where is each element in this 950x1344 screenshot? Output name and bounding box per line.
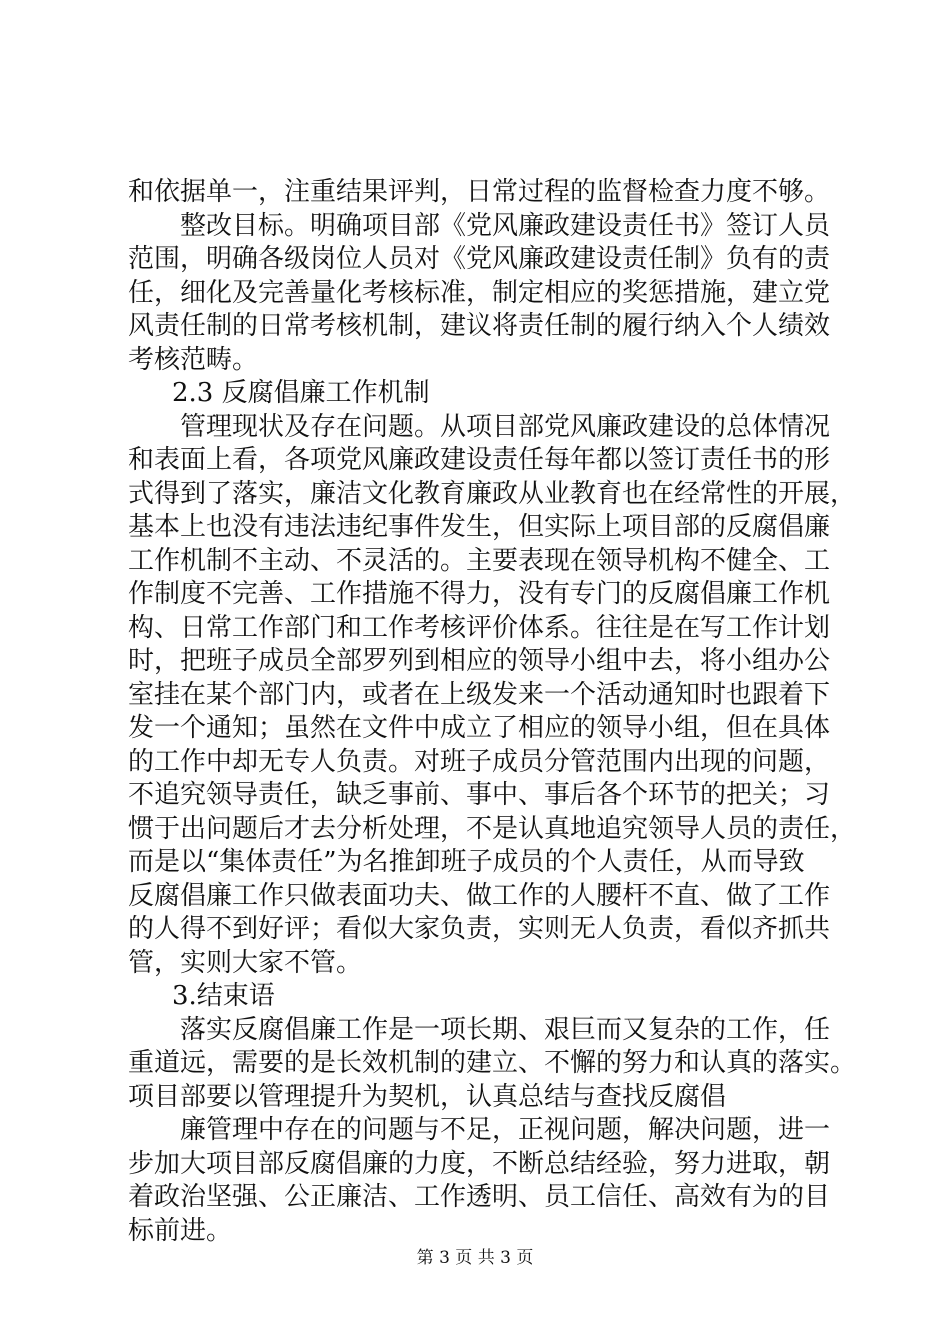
text-line: 发一个通知；虽然在文件中成立了相应的领导小组，但在具体 [128,713,831,743]
text-line: 工作机制不主动、不灵活的。主要表现在领导机构不健全、工 [128,545,831,576]
text-line: 整改目标。明确项目部《党风廉政建设责任书》签订人员 [180,210,831,241]
text-line: 反腐倡廉工作只做表面功夫、做工作的人腰杆不直、做了工作 [128,880,831,911]
text-line: 任，细化及完善量化考核标准，制定相应的奖惩措施，建立党 [128,277,831,308]
text-line: 范围，明确各级岗位人员对《党风廉政建设责任制》负有的责 [128,244,831,274]
text-line: 2.3 反腐倡廉工作机制 [172,378,430,408]
text-line: 基本上也没有违法违纪事件发生，但实际上项目部的反腐倡廉 [128,512,831,542]
text-line: 的工作中却无专人负责。对班子成员分管范围内出现的问题， [128,746,831,777]
text-line: 不追究领导责任，缺乏事前、事中、事后各个环节的把关；习 [128,780,831,810]
text-line: 步加大项目部反腐倡廉的力度，不断总结经验，努力进取，朝 [128,1148,831,1179]
text-line: 管理现状及存在问题。从项目部党风廉政建设的总体情况 [180,411,831,442]
text-line: 廉管理中存在的问题与不足，正视问题，解决问题，进一 [180,1115,831,1145]
text-line: 和表面上看，各项党风廉政建设责任每年都以签订责任书的形 [128,445,831,475]
text-line: 式得到了落实，廉洁文化教育廉政从业教育也在经常性的开展， [128,478,857,509]
text-line: 的人得不到好评；看似大家负责，实则无人负责，看似齐抓共 [128,914,831,944]
text-line: 室挂在某个部门内，或者在上级发来一个活动通知时也跟着下 [128,679,831,710]
text-line: 落实反腐倡廉工作是一项长期、艰巨而又复杂的工作，任 [180,1014,831,1045]
page-footer: 第 3 页 共 3 页 [416,1248,534,1268]
text-line: 着政治坚强、公正廉洁、工作透明、员工信任、高效有为的目 [128,1182,831,1212]
text-line: 标前进。 [128,1215,233,1246]
text-line: 考核范畴。 [128,344,259,375]
text-line: 项目部要以管理提升为契机，认真总结与查找反腐倡 [128,1081,727,1112]
text-line: 构、日常工作部门和工作考核评价体系。往往是在写工作计划 [128,612,831,643]
text-line: 管，实则大家不管。 [128,947,363,978]
text-line: 惯于出问题后才去分析处理，不是认真地追究领导人员的责任， [128,813,857,844]
text-line: 和依据单一，注重结果评判，日常过程的监督检查力度不够。 [128,177,831,207]
text-line: 重道远，需要的是长效机制的建立、不懈的努力和认真的落实。 [128,1048,857,1078]
text-line: 3.结束语 [172,981,275,1011]
text-line: 风责任制的日常考核机制，建议将责任制的履行纳入个人绩效 [128,311,831,341]
text-line: 作制度不完善、工作措施不得力，没有专门的反腐倡廉工作机 [128,579,831,609]
text-line: 而是以“集体责任”为名推卸班子成员的个人责任，从而导致 [128,847,805,877]
text-line: 时，把班子成员全部罗列到相应的领导小组中去，将小组办公 [128,646,831,676]
